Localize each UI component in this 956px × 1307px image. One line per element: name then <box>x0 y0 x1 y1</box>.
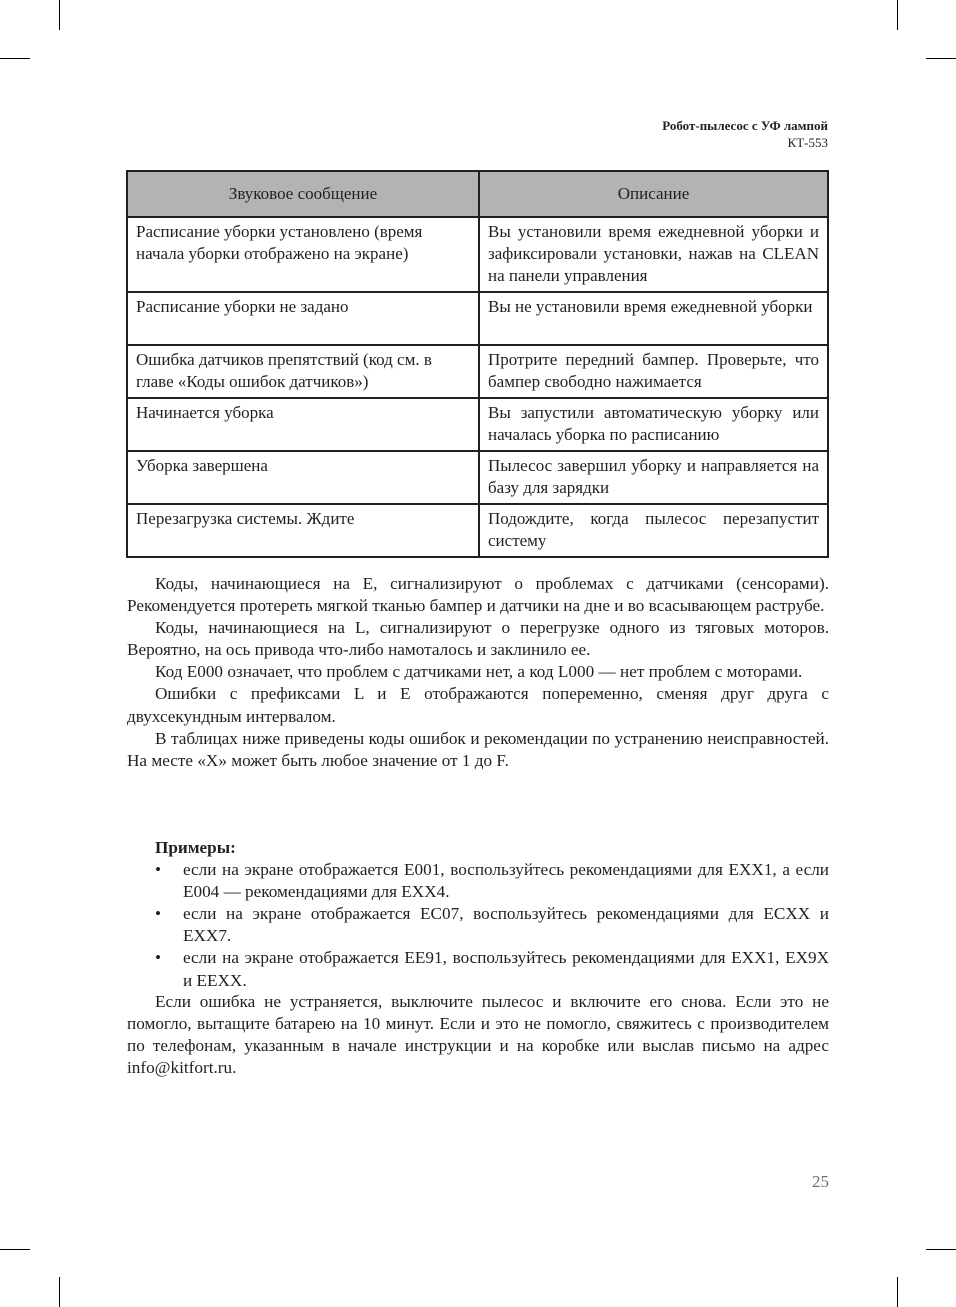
table-cell-description: Вы установили время ежедневной уборки и зафиксировали установки, нажав на CLEAN на панели управления <box>479 217 828 292</box>
table-row <box>127 217 828 292</box>
table-row <box>127 451 828 504</box>
table-cell-description: Пылесос завершил уборку и направляется на базу для зарядки <box>479 451 828 504</box>
table-row <box>127 504 828 557</box>
crop-mark-top-left-vertical <box>59 0 60 30</box>
crop-mark-bottom-right-vertical <box>897 1277 898 1307</box>
list-item <box>127 903 829 947</box>
crop-mark-bottom-right-horizontal <box>926 1249 956 1250</box>
examples-section <box>127 837 829 992</box>
table-cell-message: Расписание уборки не задано <box>127 292 479 345</box>
table-row <box>127 398 828 451</box>
table-cell-description: Подождите, когда пылесос перезапустит систему <box>479 504 828 557</box>
table-cell-message: Уборка завершена <box>127 451 479 504</box>
table-cell-message: Ошибка датчиков препятствий (код см. в главе «Коды ошибок датчиков») <box>127 345 479 398</box>
table-cell-message: Начинается уборка <box>127 398 479 451</box>
crop-mark-bottom-left-vertical <box>59 1277 60 1307</box>
column-header-description: Описание <box>479 171 828 217</box>
paragraph-support: Если ошибка не устраняется, выключите пылесос и включите его снова. Если это не помогло, вытащите батарею на 10 минут. Если и это не помогло, свяжитесь с производителем по телефонам, указанным в начале инструкции и на коробке или выслав письмо на адрес info@kitfort.ru. <box>127 992 829 1078</box>
product-title: Робот-пылесос с УФ лампой <box>662 118 828 133</box>
error-codes-explanation <box>127 573 829 772</box>
support-section <box>127 991 829 1079</box>
bullet-icon: • <box>155 904 162 924</box>
table-cell-message: Перезагрузка системы. Ждите <box>127 504 479 557</box>
list-item-text: если на экране отображается EE91, воспользуйтесь рекомендациями для EXX1, EX9X и EEXX. <box>183 948 829 990</box>
table-cell-message: Расписание уборки установлено (время начала уборки отображено на экране) <box>127 217 479 292</box>
crop-mark-top-left-horizontal <box>0 58 30 59</box>
list-item-text: если на экране отображается EC07, воспользуйтесь рекомендациями для ECXX и EXX7. <box>183 904 829 946</box>
paragraph-tables-note: В таблицах ниже приведены коды ошибок и рекомендации по устранению неисправностей. На месте «X» может быть любое значение от 1 до F. <box>127 728 829 770</box>
running-head <box>662 117 828 151</box>
column-header-sound-message: Звуковое сообщение <box>127 171 479 217</box>
table-cell-description: Протрите передний бампер. Проверьте, что бампер свободно нажимается <box>479 345 828 398</box>
crop-mark-bottom-left-horizontal <box>0 1249 30 1250</box>
examples-title: Примеры: <box>155 838 236 857</box>
product-model: КТ-553 <box>787 135 828 150</box>
table-row <box>127 345 828 398</box>
page-number: 25 <box>812 1172 829 1191</box>
list-item-text: если на экране отображается E001, воспользуйтесь рекомендациями для EXX1, а если E004 — рекомендациями для EXX4. <box>183 860 829 902</box>
crop-mark-top-right-horizontal <box>926 58 956 59</box>
sound-messages-table <box>126 170 829 558</box>
bullet-icon: • <box>155 948 162 968</box>
paragraph-l-codes: Коды, начинающиеся на L, сигнализируют о перегрузке одного из тяговых моторов. Вероятно, на ось привода что-либо намоталось и заклинило ее. <box>127 618 829 660</box>
list-item <box>127 947 829 991</box>
examples-list <box>127 859 829 992</box>
paragraph-e-codes: Коды, начинающиеся на E, сигнализируют о проблемах с датчиками (сенсорами). Рекомендуется протереть мягкой тканью бампер и датчики на дне и во всасывающем раструбе. <box>127 574 829 616</box>
table-row <box>127 292 828 345</box>
paragraph-zero-codes: Код E000 означает, что проблем с датчиками нет, а код L000 — нет проблем с моторами. <box>155 662 803 682</box>
table-cell-description: Вы запустили автоматическую уборку или началась уборка по расписанию <box>479 398 828 451</box>
paragraph-alternating: Ошибки с префиксами L и E отображаются попеременно, сменяя друг друга с двухсекундным интервалом. <box>127 684 829 726</box>
crop-mark-top-right-vertical <box>897 0 898 30</box>
bullet-icon: • <box>155 860 162 880</box>
list-item <box>127 859 829 903</box>
table-header-row <box>127 171 828 217</box>
table-cell-description: Вы не установили время ежедневной уборки <box>479 292 828 345</box>
